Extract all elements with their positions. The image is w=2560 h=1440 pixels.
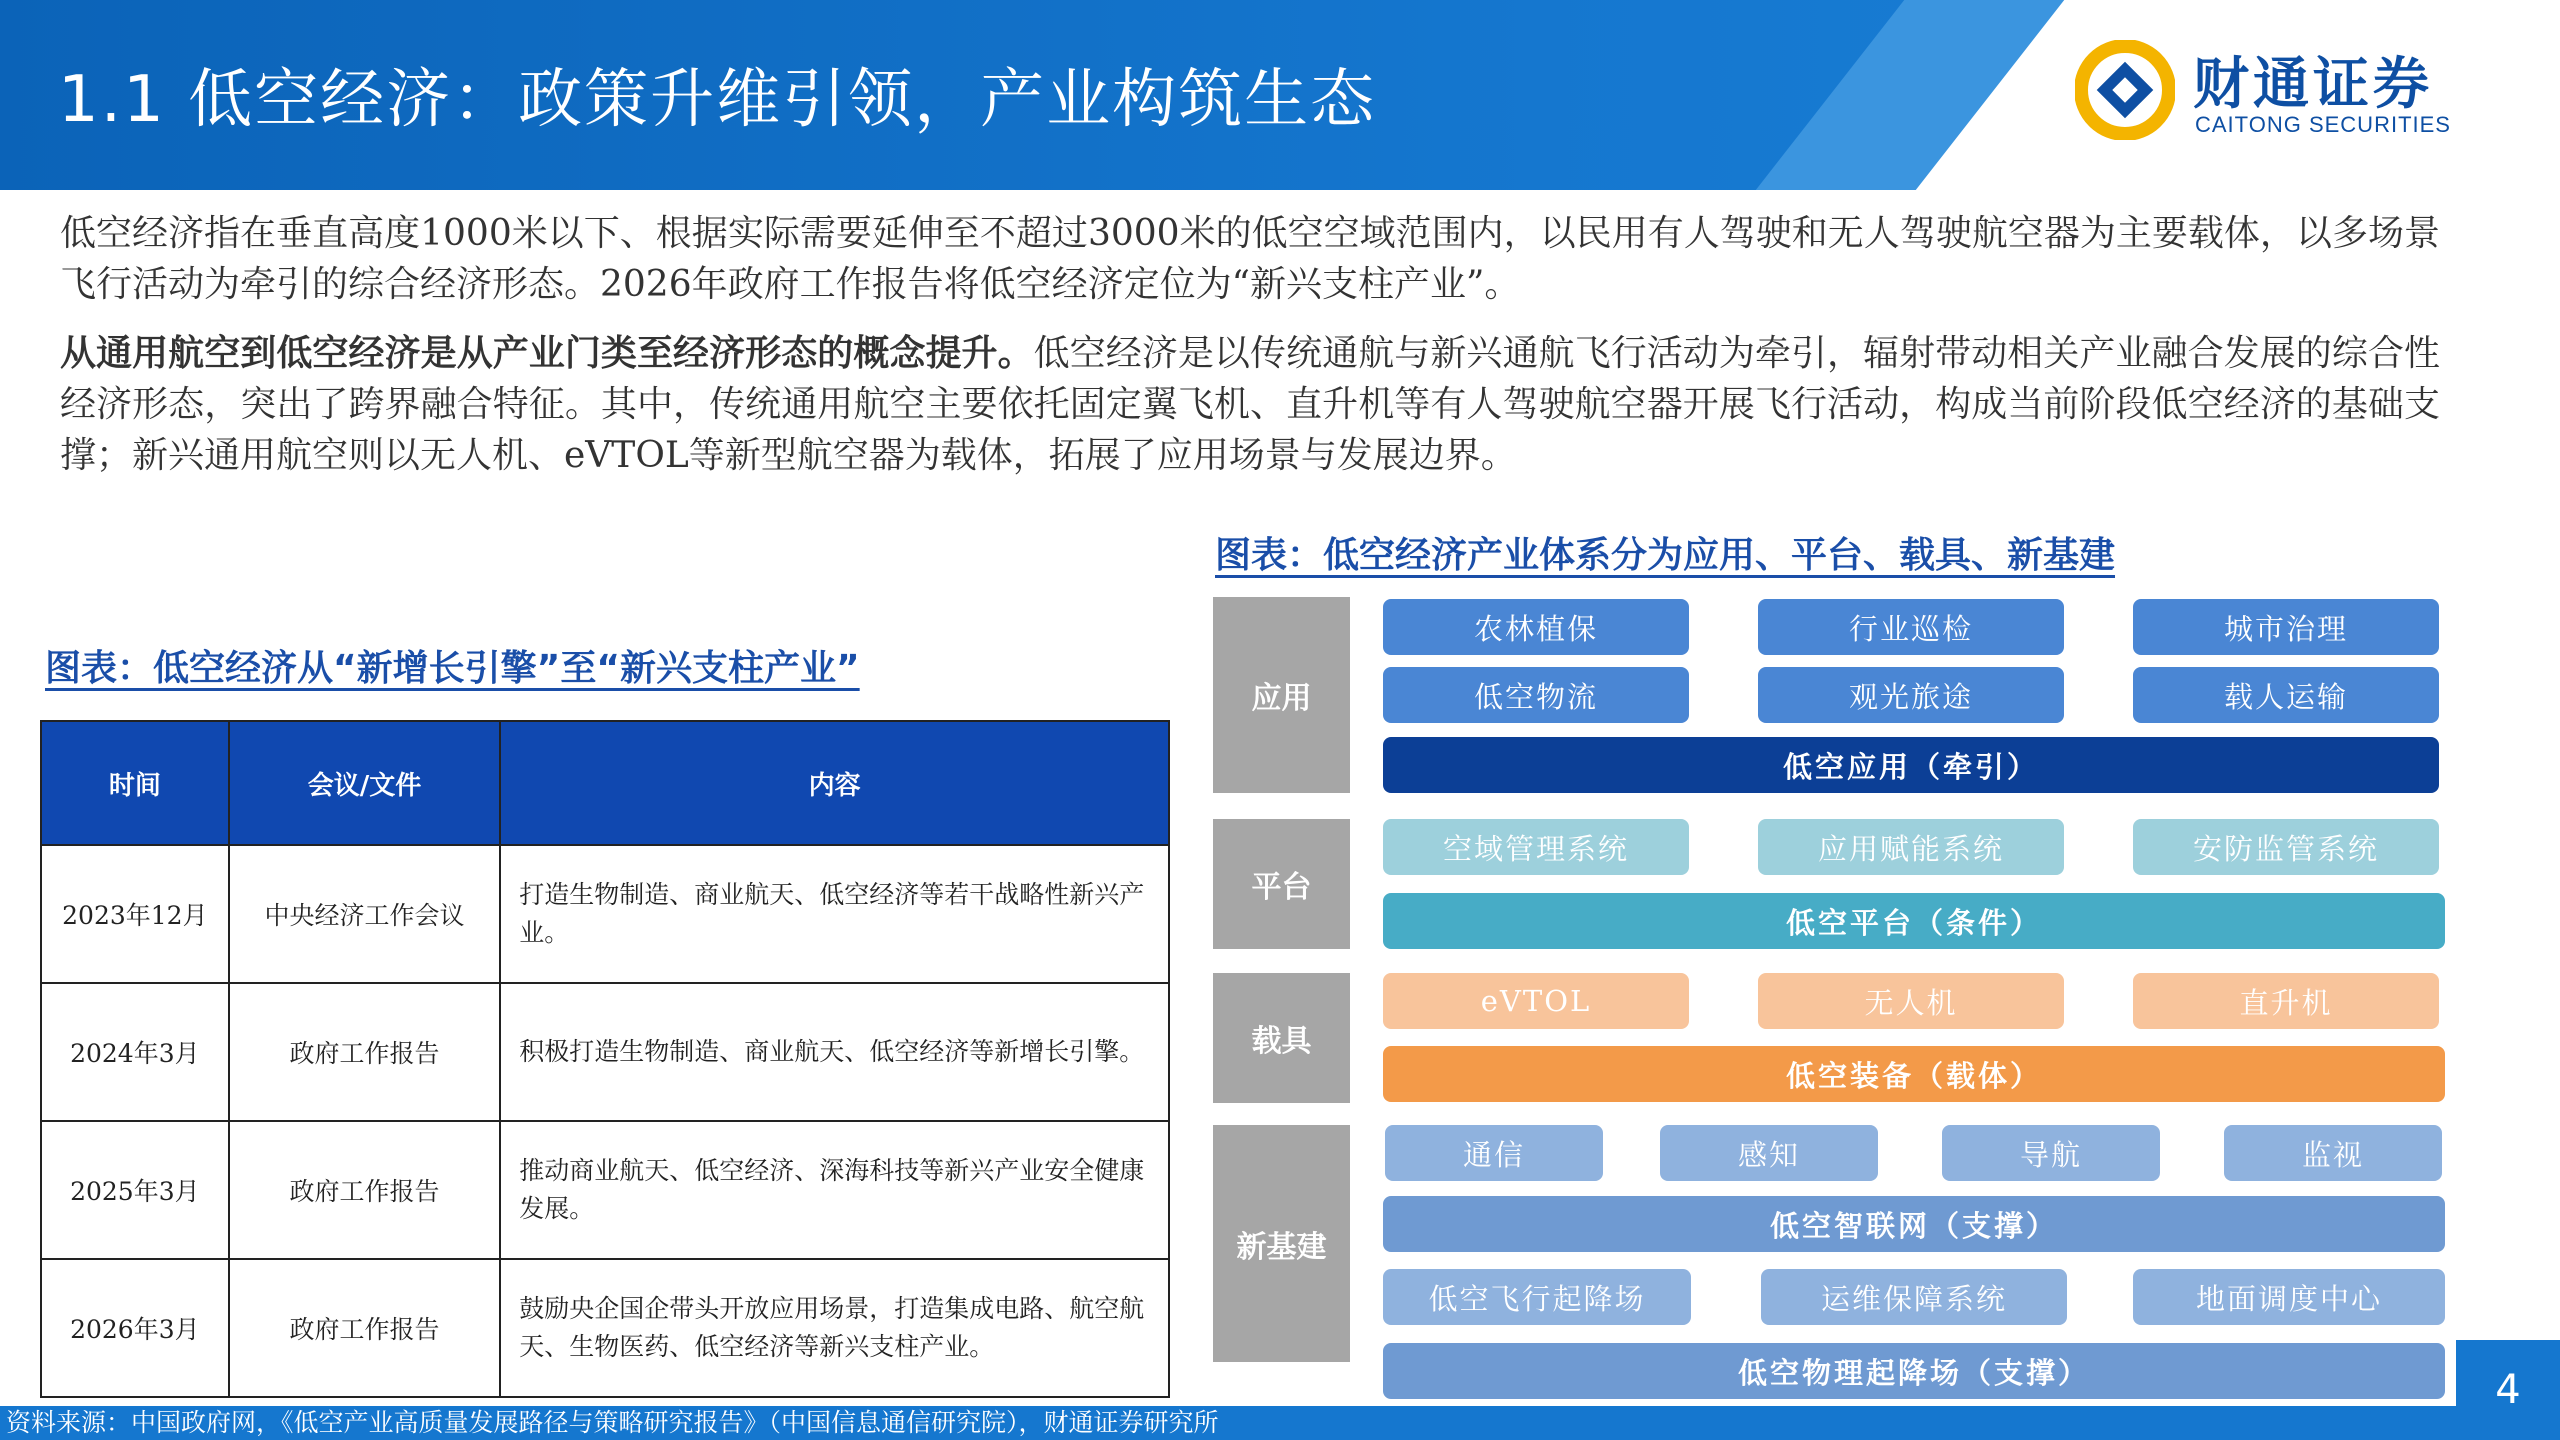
header-banner <box>0 0 2560 190</box>
header-meeting: 会议/文件 <box>229 721 501 845</box>
app-item: 农林植保 <box>1383 599 1689 655</box>
table-row <box>41 1259 1169 1397</box>
logo-text-en: CAITONG SECURITIES <box>2195 112 2451 137</box>
cell-time: 2026年3月 <box>41 1259 229 1397</box>
group-label-infrastructure: 新基建 <box>1213 1125 1350 1362</box>
cell-meeting: 政府工作报告 <box>229 1259 501 1397</box>
industry-system-diagram <box>1213 597 2448 1390</box>
vehicle-item: 直升机 <box>2133 973 2439 1029</box>
cell-time: 2025年3月 <box>41 1121 229 1259</box>
concept-paragraph-body: 低空经济是以传统通航与新兴通航飞行活动为牵引，辐射带动相关产业融合发展的综合性经济形态，突出了跨界融合特征。其中，传统通用航空主要依托固定翼飞机、直升机等有人驾驶航空器开展飞行活动，构成当前阶段低空经济的基础支撑；新兴通用航空则以无人机、eVTOL等新型航空器为载体，拓展了应用场景与发展边界。 <box>60 333 2440 476</box>
industry-diagram-caption: 图表：低空经济产业体系分为应用、平台、载具、新基建 <box>1215 535 2116 576</box>
infra-item: 监视 <box>2224 1125 2442 1181</box>
app-bar: 低空应用（牵引） <box>1383 737 2439 793</box>
infra-item: 导航 <box>1942 1125 2160 1181</box>
concept-paragraph-lead: 从通用航空到低空经济是从产业门类至经济形态的概念提升。 <box>60 333 1034 374</box>
vehicle-bar: 低空装备（载体） <box>1383 1046 2445 1102</box>
concept-paragraph <box>60 328 2440 481</box>
cell-content: 推动商业航天、低空经济、深海科技等新兴产业安全健康发展。 <box>500 1121 1169 1259</box>
cell-time: 2023年12月 <box>41 845 229 983</box>
page-number: 4 <box>2456 1340 2560 1440</box>
company-logo <box>2075 40 2475 140</box>
table-row <box>41 1121 1169 1259</box>
logo-icon <box>2075 40 2175 140</box>
infra-item: 运维保障系统 <box>1761 1269 2067 1325</box>
vehicle-item: 无人机 <box>1758 973 2064 1029</box>
infra-bar-physical: 低空物理起降场（支撑） <box>1383 1343 2445 1399</box>
platform-item: 安防监管系统 <box>2133 819 2439 875</box>
header-time: 时间 <box>41 721 229 845</box>
header-content: 内容 <box>500 721 1169 845</box>
cell-time: 2024年3月 <box>41 983 229 1121</box>
logo-text-cn: 财通证券 <box>2193 52 2433 117</box>
infra-item: 通信 <box>1385 1125 1603 1181</box>
app-item: 行业巡检 <box>1758 599 2064 655</box>
cell-meeting: 政府工作报告 <box>229 1121 501 1259</box>
source-footer: 资料来源：中国政府网，《低空产业高质量发展路径与策略研究报告》（中国信息通信研究院），财通证券研究所 <box>0 1406 2462 1440</box>
app-item: 载人运输 <box>2133 667 2439 723</box>
cell-content: 积极打造生物制造、商业航天、低空经济等新增长引擎。 <box>500 983 1169 1121</box>
platform-item: 空域管理系统 <box>1383 819 1689 875</box>
page-title: 1.1 低空经济：政策升维引领，产业构筑生态 <box>58 63 1377 137</box>
cell-content: 打造生物制造、商业航天、低空经济等若干战略性新兴产业。 <box>500 845 1169 983</box>
platform-item: 应用赋能系统 <box>1758 819 2064 875</box>
group-label-application: 应用 <box>1213 597 1350 793</box>
infra-bar-network: 低空智联网（支撑） <box>1383 1196 2445 1252</box>
platform-bar: 低空平台（条件） <box>1383 893 2445 949</box>
table-header-row <box>41 721 1169 845</box>
infra-item: 地面调度中心 <box>2133 1269 2445 1325</box>
table-row <box>41 845 1169 983</box>
group-label-platform: 平台 <box>1213 819 1350 949</box>
vehicle-item: eVTOL <box>1383 973 1689 1029</box>
intro-paragraph: 低空经济指在垂直高度1000米以下、根据实际需要延伸至不超过3000米的低空空域范围内，以民用有人驾驶和无人驾驶航空器为主要载体，以多场景飞行活动为牵引的综合经济形态。2026年政府工作报告将低空经济定位为“新兴支柱产业”。 <box>60 213 2440 305</box>
policy-table-caption: 图表：低空经济从“新增长引擎”至“新兴支柱产业” <box>45 648 860 689</box>
group-label-vehicle: 载具 <box>1213 973 1350 1103</box>
cell-content: 鼓励央企国企带头开放应用场景，打造集成电路、航空航天、生物医药、低空经济等新兴支柱产业。 <box>500 1259 1169 1397</box>
table-row <box>41 983 1169 1121</box>
cell-meeting: 政府工作报告 <box>229 983 501 1121</box>
app-item: 低空物流 <box>1383 667 1689 723</box>
policy-table <box>40 720 1170 1398</box>
infra-item: 感知 <box>1660 1125 1878 1181</box>
app-item: 城市治理 <box>2133 599 2439 655</box>
cell-meeting: 中央经济工作会议 <box>229 845 501 983</box>
infra-item: 低空飞行起降场 <box>1383 1269 1691 1325</box>
app-item: 观光旅途 <box>1758 667 2064 723</box>
